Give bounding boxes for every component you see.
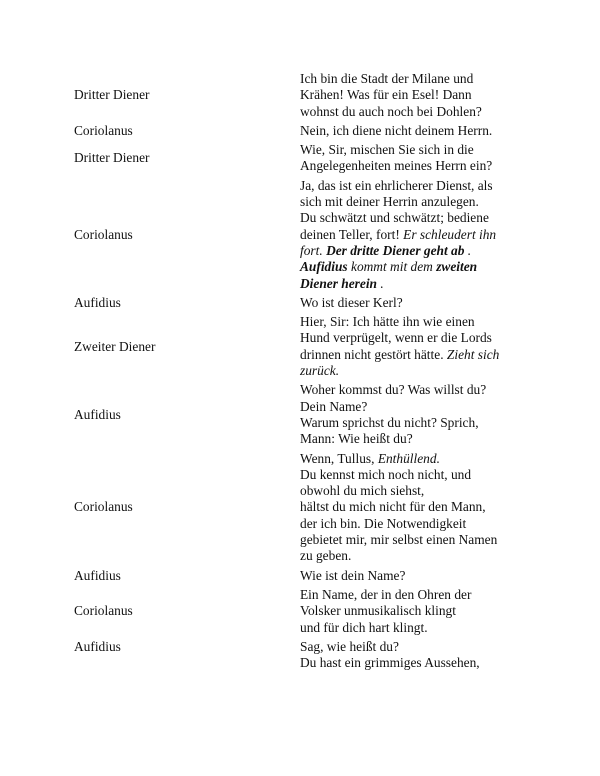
speech-text <box>300 314 534 382</box>
stage-direction: Er schleudert ihn <box>403 226 497 242</box>
dialogue-row <box>74 123 534 142</box>
speech-text <box>300 382 534 450</box>
speech-line: der ich bin. Die Notwendigkeit <box>300 515 467 531</box>
speech-line: wohnst du auch noch bei Dohlen? <box>300 103 482 119</box>
speech-line: Wie ist dein Name? <box>300 567 406 583</box>
speech-line <box>300 227 534 243</box>
speaker-name: Dritter Diener <box>74 87 150 103</box>
speech-text <box>300 639 534 675</box>
speech-line <box>300 276 534 292</box>
speaker-name: Coriolanus <box>74 603 133 619</box>
speech-line: Mann: Wie heißt du? <box>300 431 413 447</box>
stage-direction: Zieht sich <box>446 346 500 362</box>
speaker-name: Coriolanus <box>74 122 133 138</box>
speech-line: Angelegenheiten meines Herrn ein? <box>300 158 493 174</box>
speech-text <box>300 295 534 314</box>
stage-direction: . <box>380 275 384 291</box>
speaker-name: Zweiter Diener <box>74 338 156 354</box>
speaker-name: Coriolanus <box>74 226 133 242</box>
speech-line: Ja, das ist ein ehrlicherer Dienst, als <box>300 177 493 193</box>
dialogue-table <box>74 71 534 674</box>
speech-line <box>300 451 534 467</box>
speech-text <box>300 123 534 142</box>
speech-line: Hund verprügelt, wenn er die Lords <box>300 330 492 346</box>
speaker-name: Aufidius <box>74 567 121 583</box>
speech-line: obwohl du mich siehst, <box>300 483 425 499</box>
stage-direction: fort. <box>300 242 323 258</box>
speaker-name: Dritter Diener <box>74 150 150 166</box>
speech-line: Wie, Sir, mischen Sie sich in die <box>300 142 474 158</box>
stage-direction: Enthüllend. <box>377 450 440 466</box>
speech-text <box>300 142 534 178</box>
dialogue-row <box>74 587 534 639</box>
dialogue-row <box>74 382 534 450</box>
stage-direction-bold: Der dritte Diener geht ab <box>326 242 465 258</box>
stage-direction-bold: zweiten <box>436 259 478 275</box>
dialogue-row <box>74 568 534 587</box>
speech-line: Hier, Sir: Ich hätte ihn wie einen <box>300 314 475 330</box>
speech-line: Ein Name, der in den Ohren der <box>300 586 472 602</box>
speaker-name: Aufidius <box>74 638 121 654</box>
stage-direction-bold: Aufidius <box>300 259 348 275</box>
speech-line: Nein, ich diene nicht deinem Herrn. <box>300 122 493 138</box>
speech-line <box>300 347 534 363</box>
speech-fragment: drinnen nicht gestört hätte. <box>300 346 444 362</box>
speech-line: Dein Name? <box>300 398 368 414</box>
speech-line: Volsker unmusikalisch klingt <box>300 603 456 619</box>
speaker-name: Aufidius <box>74 406 121 422</box>
speech-line: hältst du mich nicht für den Mann, <box>300 499 486 515</box>
dialogue-row <box>74 142 534 178</box>
speech-line: und für dich hart klingt. <box>300 619 428 635</box>
speech-line: Woher kommst du? Was willst du? <box>300 382 487 398</box>
dialogue-row <box>74 314 534 382</box>
speech-line: Du hast ein grimmiges Aussehen, <box>300 655 480 671</box>
dialogue-row <box>74 71 534 123</box>
speaker-name: Aufidius <box>74 294 121 310</box>
speech-line: Sag, wie heißt du? <box>300 638 399 654</box>
speech-line: sich mit deiner Herrin anzulegen. <box>300 194 479 210</box>
speech-text <box>300 587 534 639</box>
speech-line: zu geben. <box>300 548 352 564</box>
speech-line: Du schwätzt und schwätzt; bediene <box>300 210 489 226</box>
speech-line: Wo ist dieser Kerl? <box>300 294 403 310</box>
speech-text <box>300 568 534 587</box>
speech-line: Du kennst mich noch nicht, und <box>300 466 472 482</box>
speech-line <box>300 259 534 275</box>
speech-fragment: deinen Teller, fort! <box>300 226 400 242</box>
dialogue-row <box>74 639 534 675</box>
speaker-name: Coriolanus <box>74 499 133 515</box>
dialogue-row <box>74 178 534 295</box>
speech-text <box>300 71 534 123</box>
speech-line: Ich bin die Stadt der Milane und <box>300 71 474 86</box>
stage-direction: kommt mit dem <box>351 259 433 275</box>
speech-text <box>300 178 534 295</box>
stage-direction-bold: Diener herein <box>300 275 377 291</box>
speech-line: Krähen! Was für ein Esel! Dann <box>300 87 472 103</box>
speech-text <box>300 451 534 568</box>
dialogue-row <box>74 451 534 568</box>
stage-direction: . <box>467 242 472 258</box>
speech-fragment: Wenn, Tullus, <box>300 450 375 466</box>
stage-direction: zurück. <box>300 363 340 379</box>
speech-line: Warum sprichst du nicht? Sprich, <box>300 414 479 430</box>
speech-line <box>300 243 534 259</box>
dialogue-row <box>74 295 534 314</box>
speech-line: gebietet mir, mir selbst einen Namen <box>300 532 498 548</box>
